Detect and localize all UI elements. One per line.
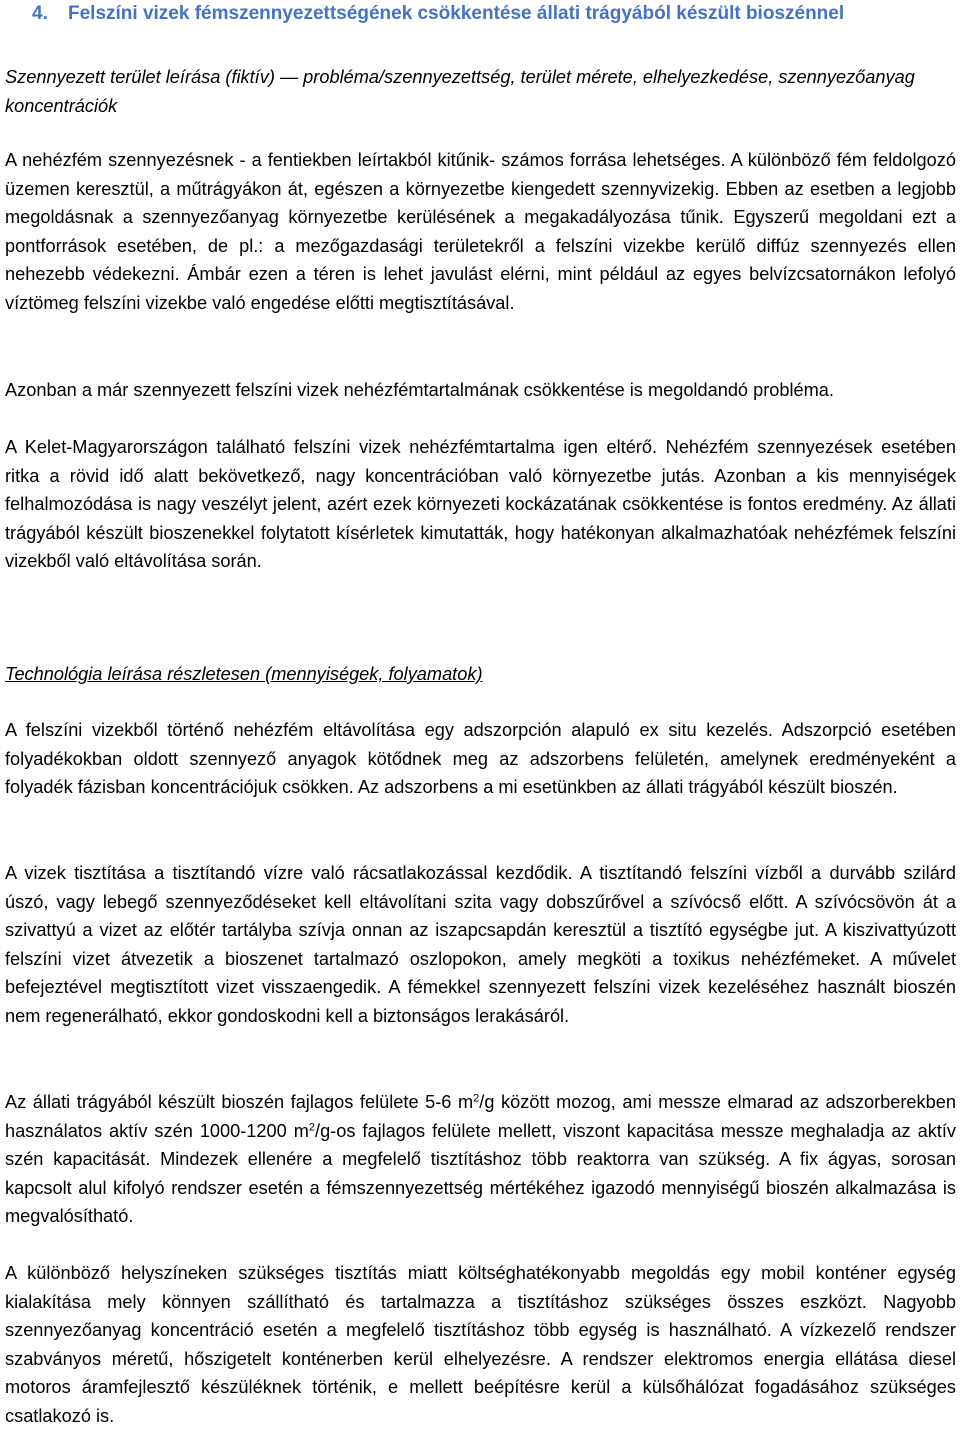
paragraph-sources: A nehézfém szennyezésnek - a fentiekben leírtakból kitűnik- számos forrása lehetséges. A különböző fém feldolgozó üzemen keresztül, a műtrágyákon át, egészen a környezetbe kiengedett szennyvizekig. Ebben az esetben a legjobb megoldásnak a szennyezőanyag környezetbe kerülésének a megakadályozása tűnik. Egyszerű megoldani ezt a pontforrások esetében, de pl.: a mezőgazdasági területekről a felszíni vizekbe kerülő diffúz szennyezés ellen nehezebb védekezni. Ámbár ezen a téren is lehet javulást elérni, mint például az egyes belvízcsatornákon lefolyó víztömeg felszíni vizekbe való engedése előtti megtisztításával. (5, 150, 956, 313)
superscript-2: 2 (473, 1092, 480, 1105)
surface-text-2: /g között mozog, ami messze elmarad az adszorberekben használatos aktív szén 1000-1200 m (5, 1092, 956, 1141)
section-heading (5, 2, 956, 26)
surface-text-1: Az állati trágyából készült bioszén fajlagos felülete 5-6 m (5, 1092, 474, 1112)
paragraph-process: A vizek tisztítása a tisztítandó vízre való rácsatlakozással kezdődik. A tisztítandó felszíni vízből a durvább szilárd úszó, vagy lebegő szennyeződéseket kell eltávolítani szita vagy dobszűrővel a szívócső előtt. A szívócsövön át a szivattyú a vizet az előtér tartályba szívja onnan az iszapcsapdán keresztül a tisztító egységbe jut. A kiszivattyúzott felszíni vizet átvezetik a bioszenet tartalmazó oszlopokon, amely megköti a toxikus nehézfémeket. A művelet befejeztével megtisztított vizet visszaengedik. A fémekkel szennyezett felszíni vizek kezeléséhez használt bioszén nem regenerálható, ekkor gondoskodni kell a biztonságos lerakásáról. (5, 863, 956, 1026)
section-number: 4. (32, 3, 48, 24)
subheading-area-description: Szennyezett terület leírása (fiktív) — probléma/szennyezettség, terület mérete, elhelyezkedése, szennyezőanyag koncentrációk (5, 67, 915, 116)
subheading-technology: Technológia leírása részletesen (mennyiségek, folyamatok) (5, 664, 483, 684)
superscript-2: 2 (308, 1121, 316, 1133)
paragraph-problem: Azonban a már szennyezett felszíni vizek nehézfémtartalmának csökkentése is megoldandó probléma. (5, 380, 834, 400)
section-title: Felszíni vizek fémszennyezettségének csökkentése állati trágyából készült bioszénnel (68, 3, 845, 24)
surface-text-3: /g-os fajlagos felülete mellett, viszont kapacitása messze meghaladja az aktív szén kapacitását. Mindezek ellenére a megfelelő tisztításhoz több reaktorra van szükség. A fix ágyas, sorosan kapcsolt alul kifolyó rendszer esetén a fémszennyezettség mértékéhez igazodó mennyiségű bioszén alkalmazása is megvalósítható. (5, 1120, 956, 1227)
paragraph-adsorption: A felszíni vizekből történő nehézfém eltávolítása egy adszorpción alapuló ex situ kezelés. Adszorpció esetében folyadékokban oldott szennyező anyagok kötődnek meg az adszorbens felületén, amelynek eredményeként a folyadék fázisban koncentrációjuk csökken. Az adszorbens a mi esetünkben az állati trágyából készült bioszén. (5, 720, 956, 798)
paragraph-surface-area (5, 1088, 956, 1231)
paragraph-region: A Kelet-Magyarországon található felszíni vizek nehézfémtartalma igen eltérő. Nehézfém szennyezések esetében ritka a rövid idő alatt bekövetkező, nagy koncentrációban való környezetbe jutás. Azonban a kis mennyiségek felhalmozódása is nagy veszélyt jelent, azért ezek környezeti kockázatának csökkentése is fontos eredmény. Az állati trágyából készült bioszenekkel folytatott kísérletek kimutatták, hogy hatékonyan alkalmazhatóak nehézfémek felszíni vizekből való eltávolítása során. (5, 437, 956, 572)
paragraph-mobile-unit: A különböző helyszíneken szükséges tisztítás miatt költséghatékonyabb megoldás egy mobil konténer egység kialakítása mely könnyen szállítható és tartalmazza a tisztításhoz szükséges összes eszközt. Nagyobb szennyezőanyag koncentráció esetén a megfelelő tisztításhoz több egység is használható. A vízkezelő rendszer szabványos méretű, hőszigetelt konténerben kerül elhelyezésre. A rendszer elektromos energia ellátása diesel motoros áramfejlesztő készüléknek történik, e mellett beépítésre kerül a külsőhálózat fogadásához szükséges csatlakozó is. (5, 1263, 956, 1426)
